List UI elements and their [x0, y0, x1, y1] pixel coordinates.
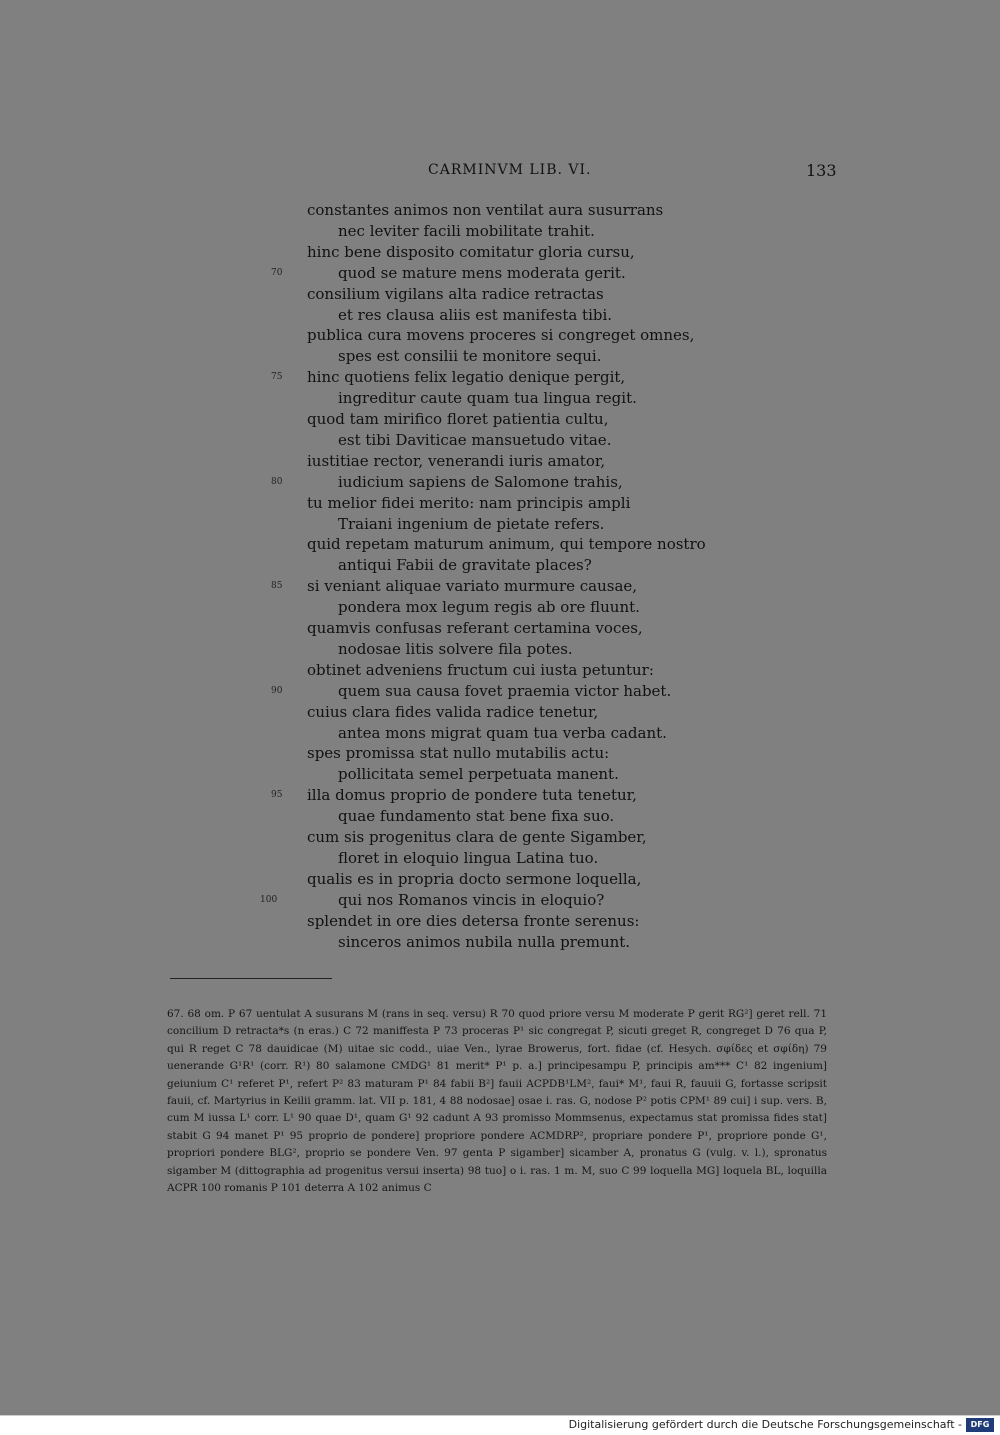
verse-line: pondera mox legum regis ab ore fluunt.	[338, 598, 640, 616]
line-number: 80	[271, 477, 283, 487]
line-number: 85	[271, 581, 283, 591]
verse-line: est tibi Daviticae mansuetudo vitae.	[338, 431, 612, 449]
verse-line: sinceros animos nubila nulla premunt.	[338, 933, 631, 951]
verse-line: consilium vigilans alta radice retractas	[307, 285, 604, 303]
verse-line: quod tam mirifico floret patientia cultu,	[307, 410, 609, 428]
verse-line: pollicitata semel perpetuata manent.	[338, 765, 619, 783]
verse-line: hinc quotiens felix legatio denique pergit,	[307, 368, 626, 386]
line-number: 70	[271, 268, 283, 278]
verse-line: hinc bene disposito comitatur gloria cursu,	[307, 243, 635, 261]
verse-line: spes promissa stat nullo mutabilis actu:	[307, 744, 610, 762]
verse-line: Traiani ingenium de pietate refers.	[338, 515, 605, 533]
verse-line: illa domus proprio de pondere tuta tenetur,	[307, 786, 637, 804]
running-title: CARMINVM LIB. VI.	[428, 162, 592, 178]
footnote-divider	[170, 978, 332, 979]
critical-apparatus: 67. 68 om. P 67 uentulat A susurans M (rans in seq. versu) R 70 quod priore versu M moderate P gerit RG²] geret rell. 71 concilium D retracta*s (n eras.) C 72 maniffesta P 73 proceras P¹ sic congregat P, sicuti greget R, congreget D 76 qua P, qui R reget C 78 dauidicae (M) uitae sic codd., uiae Ven., lyrae Browerus, fort. fidae (cf. Hesych. σφίδες et σφίδη) 79 uenerande G¹R¹ (corr. R¹) 80 salamone CMDG¹ 81 merit* P¹ p. a.] principesampu P, principis am*** C¹ 82 ingenium] geiunium C¹ referet P¹, refert P² 83 maturam P¹ 84 fabii B²] fauii ACPDB¹LM², faui* M¹, faui R, fauuii G, fortasse scripsit fauii, cf. Martyrius in Keilii gramm. lat. VII p. 181, 4 88 nodosae] osae i. ras. G, nodose P² potis CPM¹ 89 cui] i sup. vers. B, cum M iussa L¹ corr. L¹ 90 quae D¹, quam G¹ 92 cadunt A 93 promisso Mommsenus, expectamus stat promissa fides stat] stabit G 94 manet P¹ 95 proprio de pondere] propriore pondere ACMDRP², propriare pondere P¹, propriore ponde G¹, propriori pondere BLG², proprio se pondere Ven. 97 genta P sigamber] sicamber A, pronatus G (vulg. v. l.), spronatus sigamber M (dittographia ad progenitus versui inserta) 98 tuo] o i. ras. 1 m. M, suo C 99 loquella MG] loquela BL, loquilla ACPR 100 romanis P 101 deterra A 102 animus C	[167, 1008, 827, 1195]
verse-line: quod se mature mens moderata gerit.	[338, 264, 626, 282]
digitization-footer	[0, 1415, 1000, 1435]
line-number: 75	[271, 372, 283, 382]
dfg-logo-icon: DFG	[966, 1418, 994, 1432]
verse-line: nec leviter facili mobilitate trahit.	[338, 222, 595, 240]
verse-line: floret in eloquio lingua Latina tuo.	[338, 849, 599, 867]
verse-line: splendet in ore dies detersa fronte serenus:	[307, 912, 640, 930]
verse-line: antea mons migrat quam tua verba cadant.	[338, 724, 667, 742]
verse-line: et res clausa aliis est manifesta tibi.	[338, 306, 613, 324]
page-header	[0, 162, 1000, 184]
verse-line: nodosae litis solvere fila potes.	[338, 640, 573, 658]
verse-line: iustitiae rector, venerandi iuris amator,	[307, 452, 606, 470]
verse-line: cuius clara fides valida radice tenetur,	[307, 703, 599, 721]
verse-line: publica cura movens proceres si congreget omnes,	[307, 326, 695, 344]
line-number: 100	[260, 895, 278, 905]
dfg-funding-note: Digitalisierung gefördert durch die Deutsche Forschungsgemeinschaft -	[568, 1418, 962, 1431]
line-number: 95	[271, 790, 283, 800]
verse-line: ingreditur caute quam tua lingua regit.	[338, 389, 637, 407]
verse-line: quid repetam maturum animum, qui tempore nostro	[307, 535, 706, 553]
verse-line: spes est consilii te monitore sequi.	[338, 347, 602, 365]
verse-line: quamvis confusas referant certamina voces,	[307, 619, 643, 637]
verse-line: iudicium sapiens de Salomone trahis,	[338, 473, 623, 491]
verse-line: quae fundamento stat bene fixa suo.	[338, 807, 615, 825]
verse-line: qualis es in propria docto sermone loquella,	[307, 870, 642, 888]
verse-line: antiqui Fabii de gravitate places?	[338, 556, 592, 574]
page-number: 133	[806, 161, 837, 180]
verse-line: cum sis progenitus clara de gente Sigamber,	[307, 828, 647, 846]
verse-line: tu melior fidei merito: nam principis ampli	[307, 494, 631, 512]
verse-line: si veniant aliquae variato murmure causae,	[307, 577, 638, 595]
verse-line: constantes animos non ventilat aura susurrans	[307, 201, 664, 219]
line-number: 90	[271, 686, 283, 696]
verse-line: quem sua causa fovet praemia victor habet.	[338, 682, 672, 700]
verse-line: obtinet adveniens fructum cui iusta petuntur:	[307, 661, 654, 679]
verse-line: qui nos Romanos vincis in eloquio?	[338, 891, 605, 909]
